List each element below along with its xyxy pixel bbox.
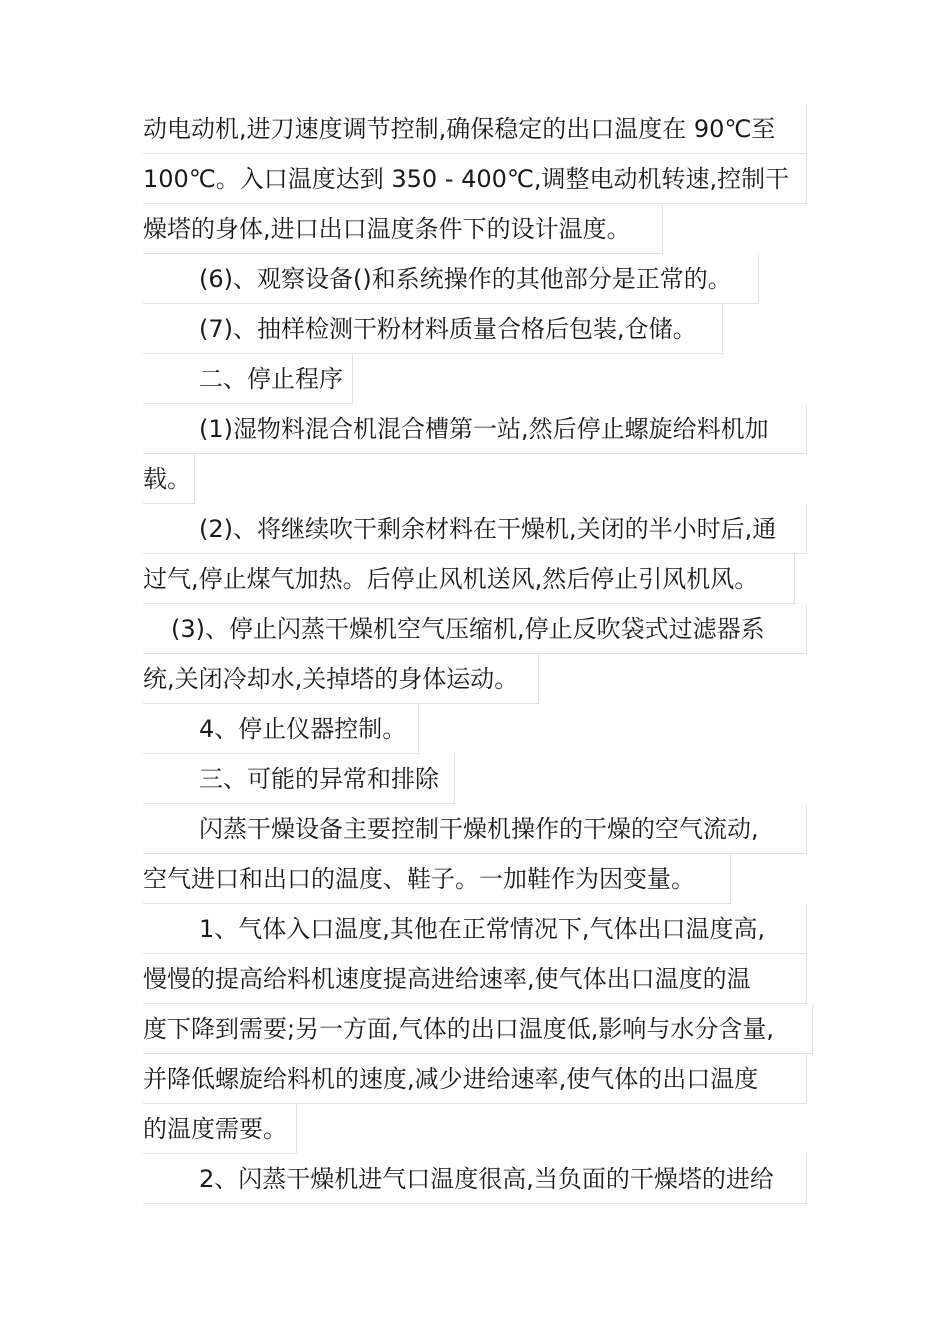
text-line: 动电动机,进刀速度调节控制,确保稳定的出口温度在 90℃至 — [143, 104, 807, 154]
text-line: 闪蒸干燥设备主要控制干燥机操作的干燥的空气流动, — [143, 804, 807, 854]
text-line: 过气,停止煤气加热。后停止风机送风,然后停止引风机风。 — [143, 554, 795, 604]
text-line: 空气进口和出口的温度、鞋子。一加鞋作为因变量。 — [143, 854, 731, 904]
text-line: 统,关闭冷却水,关掉塔的身体运动。 — [143, 654, 539, 704]
text-line: (6)、观察设备()和系统操作的其他部分是正常的。 — [143, 254, 759, 304]
text-line: 2、闪蒸干燥机进气口温度很高,当负面的干燥塔的进给 — [143, 1154, 807, 1204]
text-line: 100℃。入口温度达到 350 - 400℃,调整电动机转速,控制干 — [143, 154, 807, 204]
text-line: 慢慢的提高给料机速度提高进给速率,使气体出口温度的温 — [143, 954, 807, 1004]
section-heading: 三、可能的异常和排除 — [143, 754, 455, 804]
text-line: (3)、停止闪蒸干燥机空气压缩机,停止反吹袋式过滤器系 — [143, 604, 807, 654]
text-line: 1、气体入口温度,其他在正常情况下,气体出口温度高, — [143, 904, 807, 954]
text-line: (2)、将继续吹干剩余材料在干燥机,关闭的半小时后,通 — [143, 504, 807, 554]
text-line: 并降低螺旋给料机的速度,减少进给速率,使气体的出口温度 — [143, 1054, 807, 1104]
text-line: 4、停止仪器控制。 — [143, 704, 419, 754]
text-line: 燥塔的身体,进口出口温度条件下的设计温度。 — [143, 204, 663, 254]
text-line: 的温度需要。 — [143, 1104, 297, 1154]
text-line: (1)湿物料混合机混合槽第一站,然后停止螺旋给料机加 — [143, 404, 807, 454]
section-heading: 二、停止程序 — [143, 354, 353, 404]
text-line: 度下降到需要;另一方面,气体的出口温度低,影响与水分含量, — [143, 1004, 813, 1054]
text-line: 载。 — [143, 454, 195, 504]
text-line: (7)、抽样检测干粉材料质量合格后包装,仓储。 — [143, 304, 723, 354]
